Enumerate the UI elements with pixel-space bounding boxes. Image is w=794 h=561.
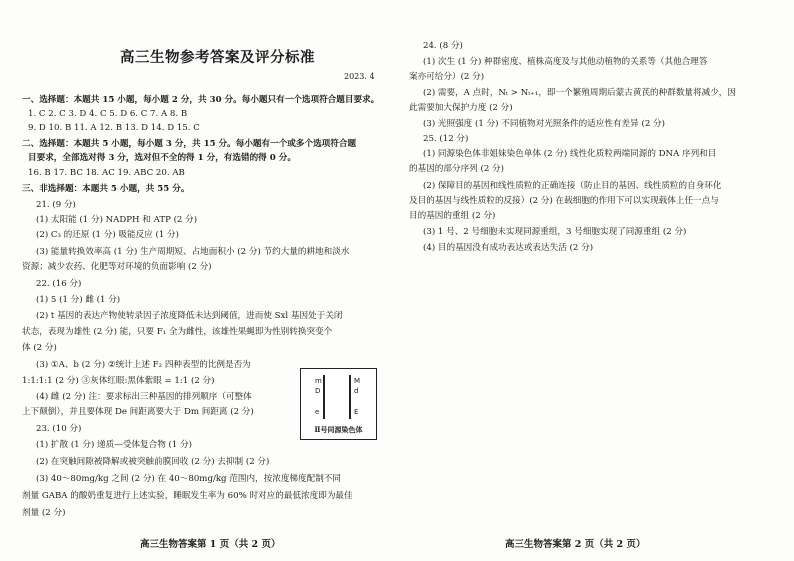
question-number: 23. (10 分) bbox=[36, 424, 82, 434]
figure-caption: Ⅱ号同源染色体 bbox=[314, 425, 363, 434]
answer-line: (3) 能量转换效率高 (1 分) 生产周期短、占地面积小 (2 分) 节约大量的耕地和淡水 bbox=[36, 247, 350, 257]
question-number: 21. (9 分) bbox=[36, 200, 76, 210]
question-number: 25. (12 分) bbox=[423, 134, 469, 144]
question-number: 22. (16 分) bbox=[36, 279, 82, 289]
answer-line: (2) 保障目的基因和线性质粒的正确连接（防止目的基因、线性质粒的自身环化 bbox=[423, 181, 722, 191]
answer-line: (3) 40～80mg/kg 之间 (2 分) 在 40～80mg/kg 范围内，按浓度梯度配制不同 bbox=[36, 474, 341, 484]
answer-line: 案亦可给分）(2 分) bbox=[409, 72, 485, 82]
answer-line: 及目的基因与线性质粒的反接）(2 分) 在载细胞的作用下可以实现载体上任一点与 bbox=[409, 196, 719, 206]
section-heading: 一、选择题：本题共 15 小题，每小题 2 分，共 30 分。每小题只有一个选项符合题目要求。 bbox=[22, 95, 380, 105]
answer-line: 剂量 GABA 的酸奶重复进行上述实验，睡眠发生率为 60% 时对应的最低浓度即为最佳 bbox=[22, 491, 353, 501]
question-number: 24. (8 分) bbox=[423, 41, 463, 51]
answer-line: (3) ①A、b (2 分) ②统计上述 F₂ 四种表型的比例是否为 bbox=[36, 360, 251, 370]
answer-line: 的基因的部分序列 (2 分) bbox=[409, 164, 504, 174]
section-heading-cont: 目要求，全部选对得 3 分，选对但不全的得 1 分，有选错的得 0 分。 bbox=[28, 153, 296, 163]
page-footer: 高三生物答案第 1 页（共 2 页） bbox=[140, 539, 281, 550]
answer-line: (2) 在突触间隙被降解或被突触前膜回收 (2 分) 去抑制 (2 分) bbox=[36, 457, 270, 467]
answer-line: 16. B 17. BC 18. AC 19. ABC 20. AB bbox=[28, 168, 185, 178]
answer-line: 此需要加大保护力度 (2 分) bbox=[409, 103, 513, 113]
answer-line: (2) t 基因的表达产物使转录因子浓度降低未达到阈值，进而使 Sxl 基因处于关闭 bbox=[36, 311, 343, 321]
answer-line: (1) 太阳能 (1 分) NADPH 和 ATP (2 分) bbox=[36, 215, 198, 225]
gene-label: m bbox=[315, 377, 322, 385]
answer-line: (2) 需要，A 点时，Nₜ > Nₜ₊₁，即一个繁殖周期后蒙古黄芪的种群数量将减少，因 bbox=[423, 88, 736, 98]
answer-line: 资源；减少农药、化肥等对环境的负面影响 (2 分) bbox=[22, 262, 212, 272]
page-title: 高三生物参考答案及评分标准 bbox=[120, 49, 315, 66]
answer-line: (2) C₃ 的还原 (1 分) 吸能反应 (1 分) bbox=[36, 230, 180, 240]
answer-line: 体 (2 分) bbox=[22, 343, 57, 353]
page-footer: 高三生物答案第 2 页（共 2 页） bbox=[505, 539, 646, 550]
gene-label: E bbox=[354, 408, 359, 416]
answer-line: (3) 1 号、2 号细胞未实现同源重组，3 号细胞实现了同源重组 (2 分) bbox=[423, 227, 687, 237]
answer-line: 1:1:1:1 (2 分) ③灰体红眼:黑体紫眼 = 1:1 (2 分) bbox=[22, 376, 215, 386]
gene-label: d bbox=[354, 387, 359, 395]
answer-page-2 bbox=[397, 0, 794, 561]
answer-line: (1) 同源染色体非姐妹染色单体 (2 分) 线性化质粒两端同源的 DNA 序列和目 bbox=[423, 149, 717, 159]
exam-date: 2023. 4 bbox=[344, 72, 375, 81]
chromosome-left bbox=[323, 375, 325, 419]
answer-line: (4) 雌 (2 分) 注：要求标出三种基因的排列顺序（可整体 bbox=[36, 392, 252, 402]
answer-line: (1) 次生 (1 分) 种群密度、植株高度及与其他动植物的关系等（其他合理答 bbox=[423, 57, 708, 67]
chromosome-diagram bbox=[300, 368, 377, 440]
answer-line: 状态，表现为雄性 (2 分) 能，只要 F₁ 全为雌性，该雄性果蝇即为性别转换突变个 bbox=[22, 327, 333, 337]
answer-line: 1. C 2. C 3. D 4. C 5. D 6. C 7. A 8. B bbox=[28, 109, 188, 119]
answer-line: (4) 目的基因没有成功表达或表达失活 (2 分) bbox=[423, 243, 594, 253]
gene-label: e bbox=[315, 408, 320, 416]
answer-line: 上下颠倒），并且要体现 De 间距离要大于 Dm 间距离 (2 分) bbox=[22, 407, 254, 417]
answer-line: (1) 扩散 (1 分) 递质—受体复合物 (1 分) bbox=[36, 440, 193, 450]
answer-line: 目的基因的重组 (2 分) bbox=[409, 211, 496, 221]
section-heading: 二、选择题：本题共 5 小题，每小题 3 分，共 15 分。每小题有一个或多个选项符合题 bbox=[22, 139, 357, 149]
chromosome-right bbox=[349, 375, 351, 419]
answer-line: (1) 5 (1 分) 雌 (1 分) bbox=[36, 295, 121, 305]
answer-line: (3) 光照强度 (1 分) 不同植物对光照条件的适应性有差异 (2 分) bbox=[423, 119, 665, 129]
section-heading: 三、非选择题：本题共 5 小题，共 55 分。 bbox=[22, 184, 190, 194]
answer-line: 剂量 (2 分) bbox=[22, 508, 66, 518]
gene-label: D bbox=[315, 387, 321, 395]
gene-label: M bbox=[354, 377, 361, 385]
answer-line: 9. D 10. B 11. A 12. B 13. D 14. D 15. C bbox=[28, 123, 200, 133]
